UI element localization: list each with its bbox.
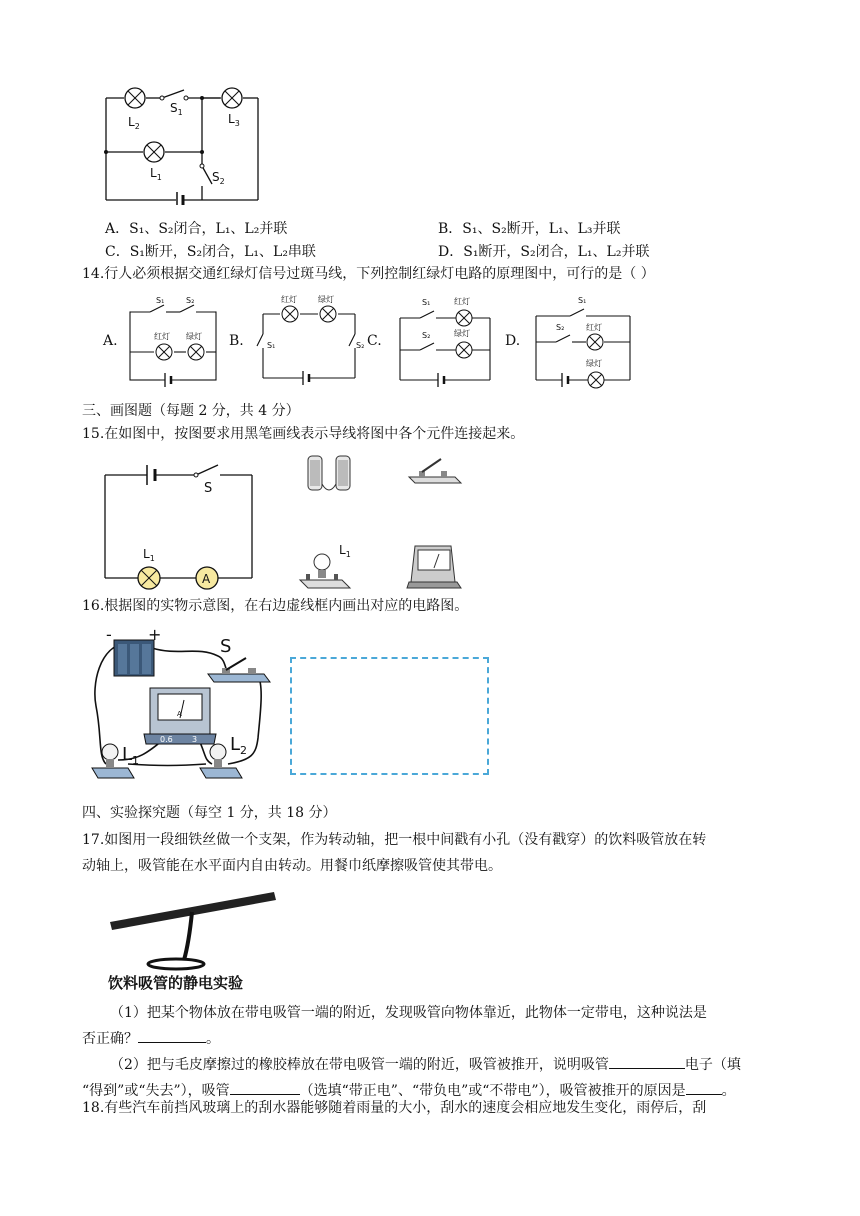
q13-option-a: A．S₁、S₂闭合，L₁、L₂并联: [105, 221, 288, 237]
svg-text:S₁: S₁: [156, 296, 165, 305]
section-3-heading: 三、画图题（每题 2 分，共 4 分）: [82, 403, 300, 419]
q15-stem: 15.在如图中，按图要求用黑笔画线表示导线将图中各个元件连接起来。: [82, 426, 525, 442]
svg-text:S₁: S₁: [267, 341, 276, 350]
svg-text:A: A: [202, 572, 211, 586]
svg-text:S₂: S₂: [356, 341, 365, 350]
q14-label-d: D.: [505, 333, 521, 349]
q17-stem: 17.如图用一段细铁丝做一个支架，作为转动轴，把一根中间戳有小孔（没有戳穿）的饮料吸管放在转 动轴上，吸管能在水平面内自由转动。用餐巾纸摩擦吸管使其带电。: [82, 832, 707, 874]
svg-text:L2: $L_2$: [128, 115, 140, 131]
svg-text:L1: $L_1$: [143, 547, 155, 563]
q17-blank-3[interactable]: [230, 1094, 300, 1095]
svg-text:红灯: 红灯: [454, 297, 470, 306]
svg-text:-: -: [106, 626, 112, 644]
svg-text:S1: $S_1$: [170, 101, 183, 117]
q13-option-d: D．S₁断开，S₂闭合，L₁、L₂并联: [438, 244, 650, 260]
straw-experiment-figure: [104, 884, 304, 994]
svg-text:S: S: [204, 481, 213, 496]
q15-l1-physical-label: [335, 540, 365, 560]
svg-text:红灯: 红灯: [281, 295, 297, 304]
q14-label-b: B.: [229, 333, 244, 349]
q17-blank-1[interactable]: [138, 1042, 206, 1043]
svg-text:S₁: S₁: [422, 298, 431, 307]
section-4-heading: 四、实验探究题（每空 1 分，共 18 分）: [82, 805, 337, 821]
svg-text:饮料吸管的静电实验: 饮料吸管的静电实验: [108, 974, 244, 992]
svg-text:S₂: S₂: [556, 323, 565, 332]
svg-text:L1: $L_1$: [122, 744, 140, 767]
q14-circuit-d: [530, 290, 640, 390]
q14-circuit-c: [392, 292, 497, 387]
q13-option-c: C．S₁断开，S₂闭合，L₁、L₂串联: [105, 244, 316, 260]
svg-text:L1: $L_1$: [339, 543, 351, 559]
q13-circuit-diagram: [100, 80, 270, 205]
q18-stem: 18.有些汽车前挡风玻璃上的刮水器能够随着雨量的大小，刮水的速度会相应地发生变化，雨停后，刮: [82, 1100, 707, 1116]
svg-text:S: S: [220, 636, 232, 657]
q16-physical-circuit: [88, 626, 280, 786]
svg-text:A: A: [177, 710, 182, 718]
svg-text:S2: $S_2$: [212, 170, 225, 186]
q17-part2: （2）把与毛皮摩擦过的橡胶棒放在带电吸管一端的附近，吸管被推开，说明吸管 电子（填 “得到”或“失去”），吸管 （选填“带正电”、“带负电”或“不带电”），吸管被推开的原因是 。: [82, 1057, 741, 1099]
q13-option-b: B．S₁、S₂断开，L₁、L₃并联: [438, 221, 621, 237]
q14-circuit-b: [255, 292, 365, 387]
circuit-answer-box[interactable]: [290, 657, 489, 775]
svg-text:绿灯: 绿灯: [586, 359, 602, 368]
q16-stem: 16.根据图的实物示意图，在右边虚线框内画出对应的电路图。: [82, 598, 469, 614]
svg-text:0.6: 0.6: [160, 735, 173, 744]
svg-text:L1: $L_1$: [150, 166, 162, 182]
svg-text:L2: $L_2$: [230, 734, 248, 757]
svg-text:绿灯: 绿灯: [318, 295, 334, 304]
svg-text:S₂: S₂: [422, 331, 431, 340]
svg-text:S₂: S₂: [186, 296, 195, 305]
battery-pack-icon: [114, 640, 154, 676]
svg-text:绿灯: 绿灯: [186, 332, 202, 341]
svg-text:S₁: S₁: [578, 296, 587, 305]
svg-text:红灯: 红灯: [586, 323, 602, 332]
q15-circuit-diagram: [100, 460, 260, 590]
q17-blank-2[interactable]: [609, 1068, 685, 1069]
knife-switch-icon: [208, 658, 270, 682]
svg-text:红灯: 红灯: [154, 332, 170, 341]
battery-pack-icon: [300, 452, 360, 497]
q14-stem: 14.行人必须根据交通红绿灯信号过斑马线，下列控制红绿灯电路的原理图中，可行的是（ ）: [82, 266, 655, 282]
q14-label-a: A.: [103, 333, 118, 349]
q14-circuit-a: [120, 292, 220, 387]
svg-text:L3: $L_3$: [228, 112, 240, 128]
q14-label-c: C.: [367, 333, 382, 349]
q17-part1: （1）把某个物体放在带电吸管一端的附近，发现吸管向物体靠近，此物体一定带电，这种说法是 否正确？ 。: [82, 1005, 707, 1047]
ammeter-physical-icon: [405, 540, 465, 590]
svg-text:3: 3: [192, 735, 198, 744]
svg-text:+: +: [148, 626, 162, 644]
q17-blank-4[interactable]: [686, 1094, 722, 1095]
svg-text:绿灯: 绿灯: [454, 329, 470, 338]
knife-switch-icon: [405, 455, 465, 490]
